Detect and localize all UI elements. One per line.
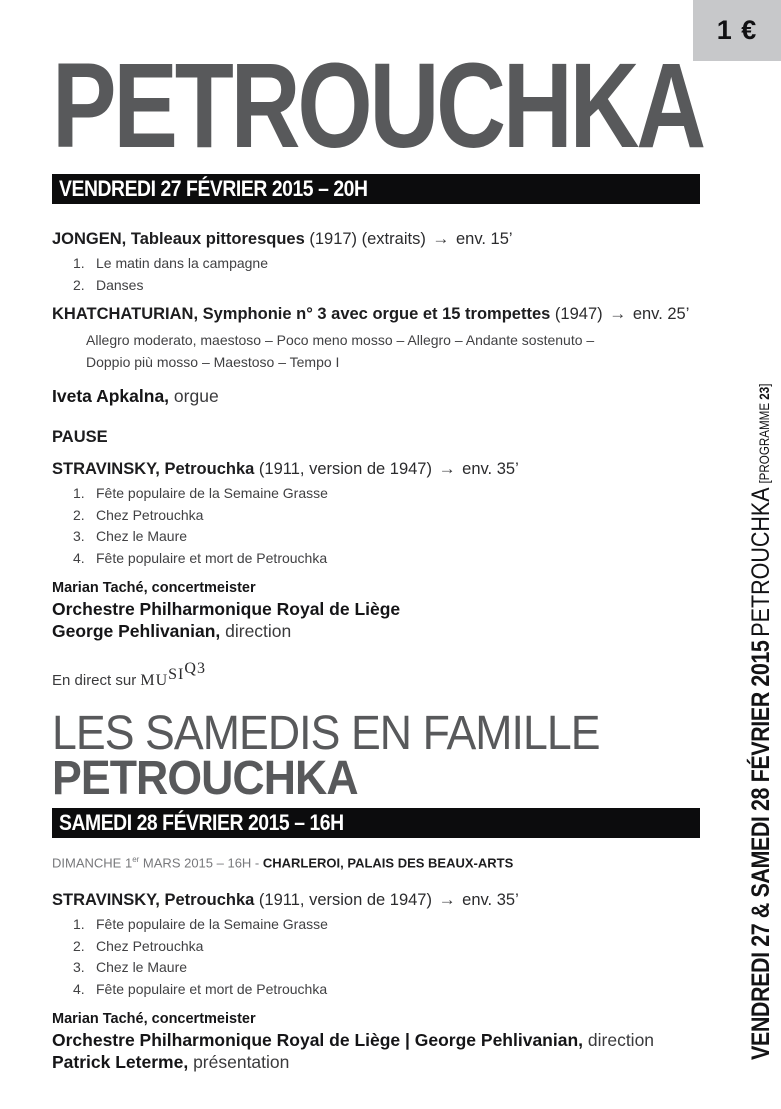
series-subtitle: PETROUCHKA [52, 752, 358, 805]
list-item: 3. Chez le Maure [73, 959, 188, 976]
concert1-credits [52, 579, 700, 642]
work3-details: (1911, version de 1947) [258, 460, 432, 478]
right-arrow-icon: → [432, 229, 450, 248]
concertmeister-credit: Marian Taché, concertmeister [52, 580, 256, 596]
venue-label: CHARLEROI, PALAIS DES BEAUX-ARTS [262, 855, 514, 871]
list-item: 3. Chez le Maure [73, 528, 188, 544]
soloist-name: Iveta Apkalna, [52, 386, 170, 406]
work2-composer-title: KHATCHATURIAN, Symphonie n° 3 avec orgue et 15 trompettes [52, 305, 551, 323]
work2-duration: env. 25’ [632, 305, 690, 323]
work1-composer-title: JONGEN, Tableaux pittoresques [52, 230, 305, 248]
work4-headline [52, 889, 700, 911]
list-item: 2. Danses [73, 276, 144, 293]
work4-composer-title: STRAVINSKY, Petrouchka [52, 891, 255, 910]
concert1-date-text: VENDREDI 27 FÉVRIER 2015 – 20H [59, 176, 368, 201]
price-badge: 1 € [693, 0, 781, 61]
vertical-title: PETROUCHKA [747, 487, 775, 637]
work4-movements [73, 914, 700, 1000]
conductor-credit: George Pehlivanian, direction [52, 621, 292, 641]
pause-label: PAUSE [52, 428, 108, 446]
tempo-line: Allegro moderato, maestoso – Poco meno mosso – Allegro – Andante sostenuto – [86, 332, 595, 348]
concert2-date-text: SAMEDI 28 FÉVRIER 2015 – 16H [59, 810, 344, 835]
work2-tempo-markings [86, 329, 700, 373]
main-column [52, 0, 703, 1073]
vertical-dates: VENDREDI 27 & SAMEDI 28 FÉVRIER 2015 [747, 640, 775, 1060]
right-arrow-icon: → [609, 304, 627, 323]
page-title: PETROUCHKA [52, 37, 703, 173]
list-item: 2. Chez Petrouchka [73, 506, 204, 523]
series-title: LES SAMEDIS EN FAMILLE [52, 707, 600, 760]
broadcast-prefix: En direct sur [52, 672, 137, 689]
list-item: 2. Chez Petrouchka [73, 937, 204, 954]
work1-details: (1917) (extraits) [309, 230, 426, 248]
list-item: 1. Fête populaire de la Semaine Grasse [73, 485, 328, 501]
concert2-credits [52, 1010, 700, 1073]
soloist-line [52, 385, 700, 408]
concert1-date-bar [52, 174, 700, 204]
work3-duration: env. 35’ [462, 460, 519, 478]
work2-headline [52, 303, 700, 325]
orchestra-conductor-credit: Orchestre Philharmonique Royal de Liège | George Pehlivanian, direction [52, 1030, 655, 1051]
work4-details: (1911, version de 1947) [258, 891, 432, 910]
soloist-role: orgue [173, 386, 219, 406]
list-item: 1. Le matin dans la campagne [73, 255, 268, 271]
work1-headline [52, 228, 700, 250]
broadcast-line [52, 660, 700, 690]
presenter-credit: Patrick Leterme, présentation [52, 1052, 290, 1073]
right-arrow-icon: → [438, 459, 456, 478]
list-item: 4. Fête populaire et mort de Petrouchka [73, 980, 328, 997]
concert2-date-bar [52, 808, 700, 838]
work1-movements [73, 253, 700, 296]
orchestra-credit: Orchestre Philharmonique Royal de Liège [52, 599, 401, 619]
work3-composer-title: STRAVINSKY, Petrouchka [52, 460, 255, 478]
work1-duration: env. 15’ [456, 230, 513, 248]
work3-headline [52, 458, 700, 480]
alternate-date-line: DIMANCHE 1er MARS 2015 – 16H - CHARLEROI, PALAIS DES BEAUX-ARTS [52, 855, 514, 871]
work2-details: (1947) [554, 305, 603, 323]
list-item: 1. Fête populaire de la Semaine Grasse [73, 916, 328, 933]
tempo-line: Doppio più mosso – Maestoso – Tempo I [86, 354, 340, 370]
work3-movements [73, 483, 700, 569]
concertmeister-credit: Marian Taché, concertmeister [52, 1011, 256, 1028]
work4-duration: env. 35’ [462, 891, 519, 910]
program-number-label: [PROGRAMME 23] [757, 383, 772, 484]
right-arrow-icon: → [438, 890, 456, 910]
musiq3-logo: MUSIQ3 [140, 660, 206, 689]
list-item: 4. Fête populaire et mort de Petrouchka [73, 549, 328, 566]
